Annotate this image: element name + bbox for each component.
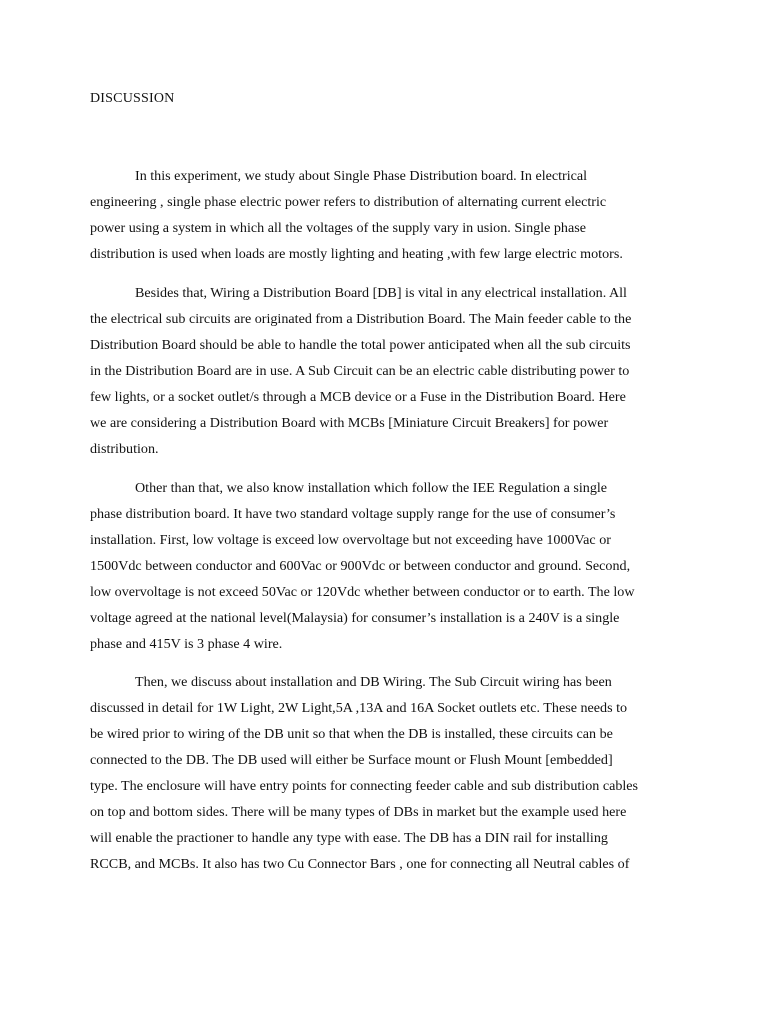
paragraph-line: few lights, or a socket outlet/s through a MCB device or a Fuse in the Distribution Board. Here xyxy=(90,389,626,405)
paragraph-line: Besides that, Wiring a Distribution Board [DB] is vital in any electrical installation. All xyxy=(135,285,627,301)
paragraph-line: in the Distribution Board are in use. A Sub Circuit can be an electric cable distributing power to xyxy=(90,363,630,379)
paragraph-iee-regulation xyxy=(90,475,680,657)
paragraph-line: Other than that, we also know installation which follow the IEE Regulation a single xyxy=(135,480,608,496)
paragraph-line: installation. First, low voltage is exceed low overvoltage but not exceeding have 1000Vac or xyxy=(90,532,611,548)
paragraph-line: Then, we discuss about installation and DB Wiring. The Sub Circuit wiring has been xyxy=(135,674,612,690)
paragraph-line: power using a system in which all the voltages of the supply vary in usion. Single phase xyxy=(90,220,586,236)
paragraph-line: RCCB, and MCBs. It also has two Cu Connector Bars , one for connecting all Neutral cables of xyxy=(90,856,630,872)
paragraph-line: on top and bottom sides. There will be many types of DBs in market but the example used here xyxy=(90,804,627,820)
paragraph-line: discussed in detail for 1W Light, 2W Light,5A ,13A and 16A Socket outlets etc. These needs to xyxy=(90,700,628,716)
paragraph-line: In this experiment, we study about Single Phase Distribution board. In electrical xyxy=(135,168,588,184)
paragraph-line: type. The enclosure will have entry points for connecting feeder cable and sub distribution cables xyxy=(90,778,639,794)
paragraph-single-phase xyxy=(90,163,680,267)
paragraph-line: connected to the DB. The DB used will either be Surface mount or Flush Mount [embedded] xyxy=(90,752,613,768)
paragraph-line: will enable the practioner to handle any type with ease. The DB has a DIN rail for installing xyxy=(90,830,608,846)
paragraph-line: phase and 415V is 3 phase 4 wire. xyxy=(90,636,283,652)
paragraph-db-wiring xyxy=(90,280,680,462)
paragraph-line: the electrical sub circuits are originated from a Distribution Board. The Main feeder cable to the xyxy=(90,311,632,327)
paragraph-line: distribution. xyxy=(90,441,159,457)
paragraph-line: phase distribution board. It have two standard voltage supply range for the use of consumer’s xyxy=(90,506,616,522)
paragraph-line: distribution is used when loads are mostly lighting and heating ,with few large electric motors. xyxy=(90,246,623,262)
paragraph-line: we are considering a Distribution Board with MCBs [Miniature Circuit Breakers] for power xyxy=(90,415,609,431)
paragraph-line: voltage agreed at the national level(Malaysia) for consumer’s installation is a 240V is a single xyxy=(90,610,620,626)
paragraph-installation xyxy=(90,669,680,877)
paragraph-line: engineering , single phase electric power refers to distribution of alternating current electric xyxy=(90,194,607,210)
paragraph-line: Distribution Board should be able to handle the total power anticipated when all the sub circuits xyxy=(90,337,631,353)
paragraph-line: 1500Vdc between conductor and 600Vac or 900Vdc or between conductor and ground. Second, xyxy=(90,558,631,574)
section-heading: DISCUSSION xyxy=(90,91,175,106)
paragraph-line: be wired prior to wiring of the DB unit so that when the DB is installed, these circuits can be xyxy=(90,726,613,742)
paragraph-line: low overvoltage is not exceed 50Vac or 120Vdc whether between conductor or to earth. The low xyxy=(90,584,635,600)
